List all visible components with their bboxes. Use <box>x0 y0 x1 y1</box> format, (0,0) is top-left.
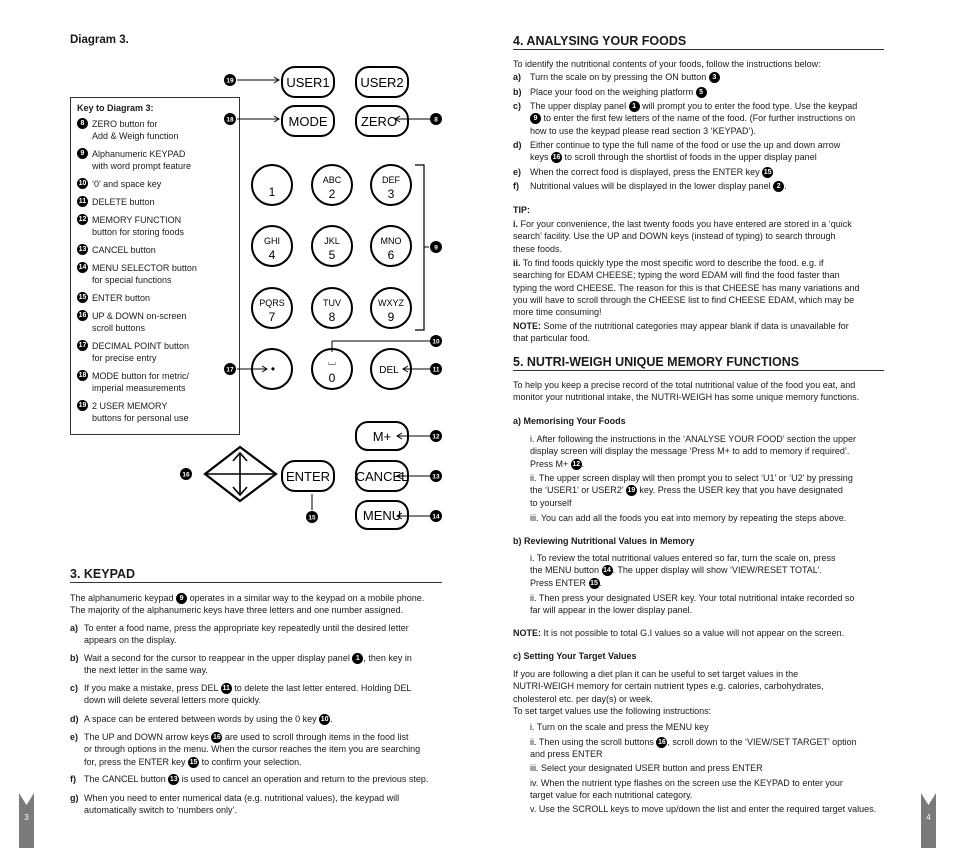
diagram-title: Diagram 3. <box>70 34 129 46</box>
ref-1: 1 <box>352 653 363 664</box>
callout-14: 14 <box>432 513 440 521</box>
keypad-intro: The alphanumeric keypad 9 operates in a similar way to the keypad on a mobile phone. The majority of the alphanumeric keys have three letters and one number assigned. <box>70 593 425 616</box>
analysing-intro: To identify the nutritional contents of your foods, follow the instructions below: <box>513 59 821 69</box>
note-1: NOTE: Some of the nutritional categories may appear blank if data is unavailable for that particular food. <box>513 321 849 344</box>
keypad-item-g: g) When you need to enter numerical data (e.g. nutritional values), the keypad will automatically switch to ‘numbers only’. <box>70 793 400 816</box>
callout-10: 10 <box>432 338 440 346</box>
keypad-item-d: d) A space can be entered between words by using the 0 key 10 . <box>70 714 333 724</box>
key-entry-text: ENTER button <box>92 293 151 303</box>
key-entry-text: imperial measurements <box>92 383 186 393</box>
enter-label: ENTER <box>285 469 331 484</box>
key-number-badge: 14 <box>78 264 87 271</box>
target-intro: If you are following a diet plan it can be useful to set target values in the NUTRI-WEIGH memory for certain nutrient types e.g. calories, carbohydrates, cholesterol etc. per day(s) or week. To set target values use the following instructions: <box>513 669 824 716</box>
key-8-digit: 8 <box>328 310 336 324</box>
tip-i: i. For your convenience, the last twenty foods you have entered are stored in a ‘quick search’ facility. Use the UP and DOWN keys (instead of typing) to search through these foods. <box>513 219 852 254</box>
key-9-letters: WXYZ <box>378 298 404 308</box>
key-2-digit: 2 <box>328 187 336 201</box>
key-entry-15 <box>77 292 150 304</box>
tip-label: TIP: <box>513 205 530 215</box>
key-5-letters: JKL <box>324 236 340 246</box>
decimal-key-label: • <box>270 362 276 376</box>
mode-label: MODE <box>288 114 328 129</box>
cancel-label: CANCEL <box>355 469 409 484</box>
key-entry-text: button for storing foods <box>92 227 185 237</box>
key-entry-text: ‘0’ and space key <box>92 179 162 189</box>
memorising-heading: a) Memorising Your Foods <box>513 416 626 426</box>
reviewing-heading: b) Reviewing Nutritional Values in Memory <box>513 536 695 546</box>
target-i: i. Turn on the scale and press the MENU key <box>530 722 709 732</box>
key-entry-text: ZERO button for <box>92 119 158 129</box>
callout-11: 11 <box>432 366 440 374</box>
keypad-item-c: c) If you make a mistake, press DEL 11 to delete the last letter entered. Holding DEL down will delete several letters more quickly. <box>70 683 412 706</box>
memory-title-rule <box>513 370 884 371</box>
key-8-letters: TUV <box>323 298 341 308</box>
callout-9: 9 <box>434 244 438 252</box>
key-4-digit: 4 <box>268 248 276 262</box>
key-entry-text: MODE button for metric/ <box>92 371 190 381</box>
memorising-iii: iii. You can add all the foods you eat into memory by repeating the steps above. <box>530 513 847 523</box>
callout-18: 18 <box>226 116 234 124</box>
keypad-item-b: b) Wait a second for the cursor to reappear in the upper display panel 1 , then key in the next letter in the same way. <box>70 653 412 676</box>
key-entry-17 <box>77 340 189 364</box>
callout-17: 17 <box>226 366 234 374</box>
mplus-label: M+ <box>372 429 392 444</box>
analysing-item-f: f) Nutritional values will be displayed in the lower display panel 2 . <box>513 181 787 191</box>
key-entry-19 <box>77 400 189 424</box>
memorising-i: i. After following the instructions in the ‘ANALYSE YOUR FOOD’ section the upper display screen will display the message ‘Press M+ to add to memory if required’. Press M+ 12 . <box>530 434 856 469</box>
key-9-digit: 9 <box>387 310 395 324</box>
key-entry-text: with word prompt feature <box>92 161 192 171</box>
key-7-digit: 7 <box>268 310 276 324</box>
analysing-item-e: e) When the correct food is displayed, press the ENTER key 15 <box>513 167 772 177</box>
ref-3: 3 <box>709 72 720 83</box>
key-entry-text: for special functions <box>92 275 172 285</box>
key-entry-text: buttons for personal use <box>92 413 189 423</box>
key-entry-18 <box>77 370 189 394</box>
key-entry-text: 2 USER MEMORY <box>92 401 168 411</box>
key-entry-16 <box>77 310 186 334</box>
target-heading: c) Setting Your Target Values <box>513 651 637 661</box>
page-number-tab-left: 3 <box>19 793 34 848</box>
memory-section-title: 5. NUTRI-WEIGH UNIQUE MEMORY FUNCTIONS <box>513 355 800 369</box>
key-1-digit: 1 <box>268 185 276 199</box>
target-iv: iv. When the nutrient type flashes on the screen use the KEYPAD to enter your target value for each nutritional category. <box>530 778 843 801</box>
keypad-section-title: 3. KEYPAD <box>70 567 136 581</box>
key-number-badge: 12 <box>78 216 87 223</box>
key-entry-text: MENU SELECTOR button <box>92 263 197 273</box>
callout-15: 15 <box>308 514 316 522</box>
analysing-section-title: 4. ANALYSING YOUR FOODS <box>513 34 687 48</box>
ref-15: 15 <box>189 758 198 766</box>
key-number-badge: 8 <box>77 118 88 129</box>
keypad-item-a: a) To enter a food name, press the appropriate key repeatedly until the desired letter appears on the display. <box>70 623 409 646</box>
key-number-badge: 11 <box>78 198 87 205</box>
key-6-digit: 6 <box>387 248 395 262</box>
key-6-letters: MNO <box>380 236 402 246</box>
keypad-item-f: f) The CANCEL button 13 is used to cancel an operation and return to the previous step. <box>70 774 429 784</box>
key-entry-text: MEMORY FUNCTION <box>92 215 182 225</box>
ref-2: 2 <box>773 181 784 192</box>
space-mark: ⌴ <box>328 357 336 368</box>
key-number-badge: 17 <box>78 342 87 349</box>
ref-9: 9 <box>176 593 187 604</box>
analysing-title-rule <box>513 49 884 50</box>
key-3-digit: 3 <box>387 187 395 201</box>
key-entry-text: Add & Weigh function <box>92 131 179 141</box>
callout-16: 16 <box>182 471 190 479</box>
key-entry-8 <box>77 118 178 142</box>
ref-14: 14 <box>603 567 611 575</box>
key-entry-text: DELETE button <box>92 197 155 207</box>
ref-10: 10 <box>320 716 329 724</box>
callout-13: 13 <box>432 473 440 481</box>
key-entry-text: UP & DOWN on-screen <box>92 311 187 321</box>
analysing-item-d: d) Either continue to type the full name of the food or use the up and down arrow keys 16 to scroll through the shortlist of foods in the upper display panel <box>513 140 841 163</box>
ref-13: 13 <box>169 776 178 784</box>
menu-label: MENU <box>362 508 402 523</box>
key-entry-10 <box>77 178 161 190</box>
callout-19: 19 <box>226 77 234 85</box>
analysing-item-a: a) Turn the scale on by pressing the ON button 3 <box>513 71 884 83</box>
user2-label: USER2 <box>360 75 404 90</box>
ref-19: 19 <box>627 487 636 495</box>
key-number-badge: 18 <box>78 372 87 379</box>
ref-5: 5 <box>696 87 707 98</box>
key-4-letters: GHI <box>263 236 281 246</box>
key-number-badge: 15 <box>78 294 87 301</box>
zero-key-digit: 0 <box>328 371 336 385</box>
keypad-item-e: e) The UP and DOWN arrow keys 16 are used to scroll through items in the food list or through options in the menu. When the cursor reaches the item you are searching for, press the ENTER key 15 to confirm your selection. <box>70 732 421 767</box>
key-entry-text: for precise entry <box>92 353 157 363</box>
key-entry-text: scroll buttons <box>92 323 146 333</box>
key-title: Key to Diagram 3: <box>77 103 154 113</box>
key-2-letters: ABC <box>322 175 342 185</box>
key-entry-11 <box>77 196 155 208</box>
key-number-badge: 10 <box>78 180 87 187</box>
key-7-letters: PQRS <box>259 298 285 308</box>
reviewing-i: i. To review the total nutritional values entered so far, turn the scale on, press the MENU button 14 . The upper display will show ‘VIEW/RESET TOTAL’. Press ENTER 15 . <box>530 553 836 588</box>
target-iii: iii. Select your designated USER button and press ENTER <box>530 763 763 773</box>
key-entry-12 <box>77 214 184 238</box>
analysing-item-c: c) The upper display panel 1 will prompt you to enter the food type. Use the keypad 9 to enter the first few letters of the name of the food. (For further instructions on how to use the keypad please read section 3 ‘KEYPAD’). <box>513 101 858 136</box>
note-2: NOTE: It is not possible to total G.I values so a value will not appear on the screen. <box>513 628 845 638</box>
key-entry-text: CANCEL button <box>92 245 156 255</box>
key-number-badge: 13 <box>78 246 87 253</box>
del-key-label: DEL <box>379 365 399 376</box>
key-5-digit: 5 <box>328 248 336 262</box>
callout-8: 8 <box>434 116 438 124</box>
memory-intro: To help you keep a precise record of the total nutritional value of the food you eat, and monitor your nutritional intake, the NUTRI-WEIGH has some unique memory functions. <box>513 380 860 403</box>
key-number-badge: 16 <box>78 312 87 319</box>
page-number-tab-right: 4 <box>921 793 936 848</box>
analysing-item-b: b) Place your food on the weighing platform 5 <box>513 86 884 98</box>
memorising-ii: ii. The upper screen display will then prompt you to select ‘U1’ or ‘U2’ by pressing the ‘USER1’ or USER2’ 19 key. Press the USER key that you have designated to yourself <box>530 473 853 508</box>
key-number-badge: 19 <box>78 402 87 409</box>
key-entry-text: DECIMAL POINT button <box>92 341 190 351</box>
reviewing-ii: ii. Then press your designated USER key. Your total nutritional intake recorded so far will appear in the lower display panel. <box>530 593 855 616</box>
ref-12: 12 <box>572 460 581 468</box>
zero-label: ZERO <box>360 114 398 129</box>
key-entry-13 <box>77 244 156 256</box>
key-number-badge: 9 <box>77 148 88 159</box>
tip-ii: ii. To find foods quickly type the most specific word to describe the food. e.g. if searching for EDAM CHEESE; typing the word EDAM will find the food faster than typing the word CHEESE. The reason for this is that CHEESE has many variations and you will have to scroll through the CHEESE list to find CHEESE EDAM, which may be more time consuming! <box>513 258 860 318</box>
callout-12: 12 <box>432 433 440 441</box>
target-ii: ii. Then using the scroll buttons 16 , scroll down to the ‘VIEW/SET TARGET’ option and press ENTER <box>530 737 857 760</box>
key-entry-text: Alphanumeric KEYPAD <box>92 149 186 159</box>
key-3-letters: DEF <box>382 175 400 185</box>
ref-16: 16 <box>212 734 221 742</box>
key-entry-9 <box>77 148 191 172</box>
user1-label: USER1 <box>286 75 330 90</box>
keypad-diagram <box>175 60 455 530</box>
target-v: v. Use the SCROLL keys to move up/down the list and enter the required target values. <box>530 804 877 814</box>
ref-11: 11 <box>222 685 230 693</box>
keypad-title-rule <box>70 582 442 583</box>
